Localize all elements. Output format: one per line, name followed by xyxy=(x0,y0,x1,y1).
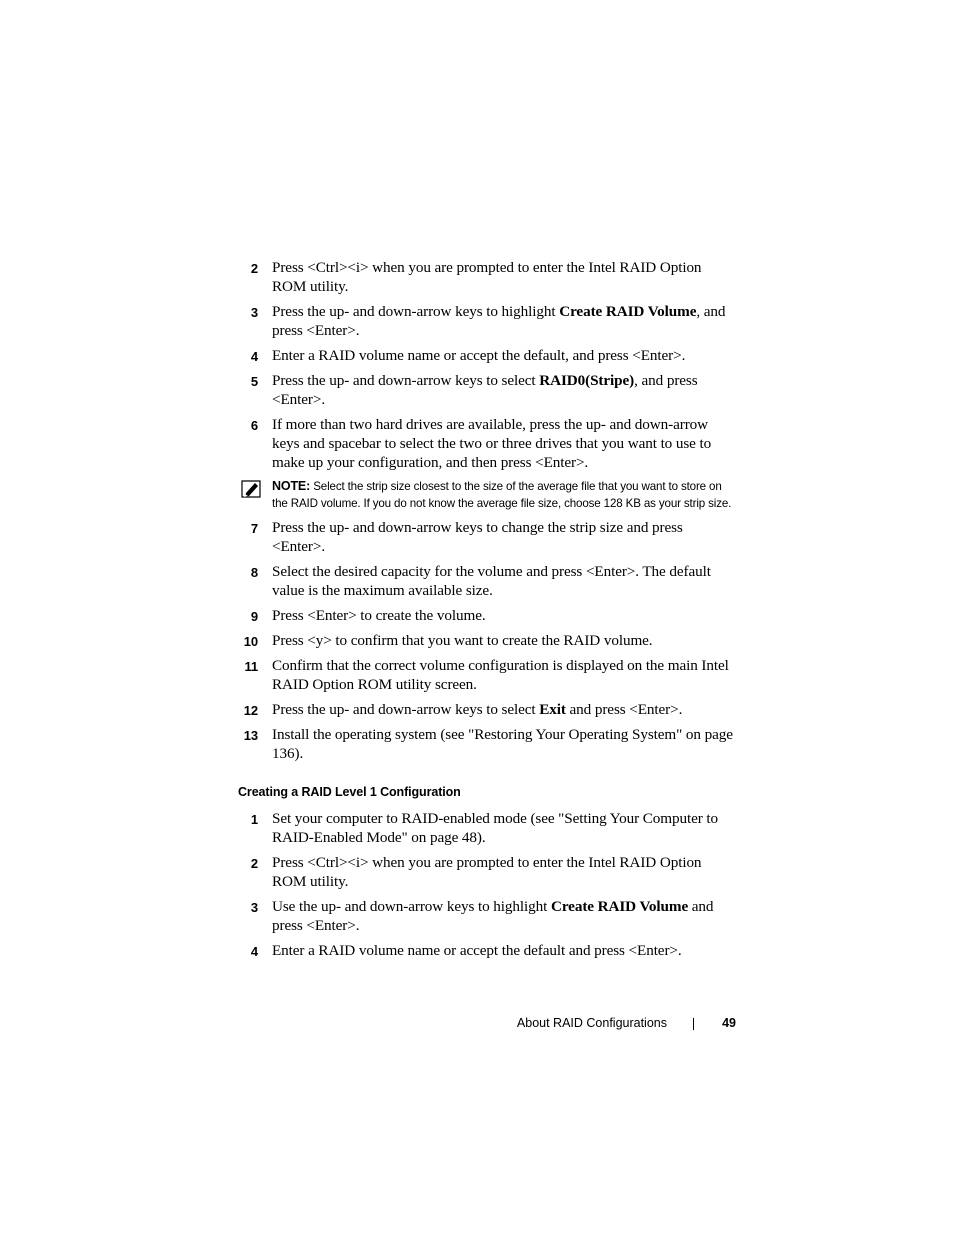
step-number: 2 xyxy=(250,856,258,871)
step-text-run: , and press <Enter>. xyxy=(272,372,698,408)
step-text-run: Enter a RAID volume name or accept the default, and press <Enter>. xyxy=(272,347,686,364)
step-text-run: If more than two hard drives are available, press the up- and down-arrow keys and spacebar to select the two or three drives that you want to use to make up your configuration, and then press <Enter>. xyxy=(272,416,712,471)
step-item xyxy=(238,606,738,625)
note-label: NOTE: xyxy=(272,479,311,493)
step-text xyxy=(272,657,729,693)
step-text xyxy=(272,519,683,555)
note-block xyxy=(238,478,738,512)
step-item xyxy=(238,853,738,891)
step-text-bold: Exit xyxy=(539,701,566,718)
pencil-note-icon xyxy=(241,480,261,498)
step-text xyxy=(272,563,711,599)
note-text: Select the strip size closest to the size of the average file that you want to store on the RAID volume. If you do not know the average file size, choose 128 KB as your strip size. xyxy=(272,480,732,510)
step-item xyxy=(238,415,738,472)
step-text-run: Set your computer to RAID-enabled mode (see "Setting Your Computer to RAID-Enabled Mode" on page 48). xyxy=(272,810,718,846)
step-text xyxy=(272,810,718,846)
step-item xyxy=(238,302,738,340)
step-text xyxy=(272,701,682,718)
step-number: 12 xyxy=(243,703,258,718)
step-number: 11 xyxy=(244,659,258,674)
step-item xyxy=(238,346,738,365)
step-text-run: Press <Ctrl><i> when you are prompted to enter the Intel RAID Option ROM utility. xyxy=(272,854,702,890)
step-text xyxy=(272,607,486,624)
step-text-bold: Create RAID Volume xyxy=(559,303,697,320)
step-text-run: Press <Ctrl><i> when you are prompted to enter the Intel RAID Option ROM utility. xyxy=(272,259,702,295)
step-number: 1 xyxy=(250,812,258,827)
footer-section-title: About RAID Configurations xyxy=(516,1016,667,1030)
step-text-run: Press <y> to confirm that you want to create the RAID volume. xyxy=(272,632,653,649)
step-text-run: Confirm that the correct volume configuration is displayed on the main Intel RAID Option ROM utility screen. xyxy=(272,657,729,693)
page-footer xyxy=(500,1014,736,1034)
step-number: 3 xyxy=(250,305,258,320)
step-text xyxy=(272,942,682,959)
step-text-run: , and press <Enter>. xyxy=(272,303,726,339)
step-text xyxy=(272,259,701,295)
step-text-run: Enter a RAID volume name or accept the default and press <Enter>. xyxy=(272,942,682,959)
step-text-bold: Create RAID Volume xyxy=(550,898,689,915)
step-item xyxy=(238,371,738,409)
page-content xyxy=(238,258,738,966)
step-number: 2 xyxy=(250,261,258,276)
step-item xyxy=(238,562,738,600)
step-text-run: Press the up- and down-arrow keys to change the strip size and press <Enter>. xyxy=(272,519,683,555)
step-number: 3 xyxy=(250,900,258,915)
step-text-run: Press <Enter> to create the volume. xyxy=(272,607,486,624)
step-number: 4 xyxy=(250,349,258,364)
step-text-run: and press <Enter>. xyxy=(565,701,683,718)
step-number: 13 xyxy=(243,728,258,743)
step-number: 7 xyxy=(250,521,258,536)
step-list-raid0-continued xyxy=(238,518,738,763)
step-text-run: Press the up- and down-arrow keys to highlight xyxy=(272,303,560,320)
step-number: 8 xyxy=(250,565,258,580)
step-item xyxy=(238,700,738,719)
step-text xyxy=(272,416,711,471)
step-text xyxy=(272,726,733,762)
step-item xyxy=(238,656,738,694)
step-text-run: and press <Enter>. xyxy=(272,898,714,934)
step-text xyxy=(272,372,698,408)
step-number: 4 xyxy=(250,944,258,959)
step-text-run: Install the operating system (see "Restoring Your Operating System" on page 136). xyxy=(272,726,733,762)
step-text xyxy=(272,303,725,339)
step-number: 5 xyxy=(250,374,258,389)
step-text-run: Press the up- and down-arrow keys to select xyxy=(272,372,540,389)
page-number: 49 xyxy=(722,1016,736,1030)
step-item xyxy=(238,258,738,296)
step-text xyxy=(272,898,713,934)
step-item xyxy=(238,809,738,847)
step-text xyxy=(272,347,685,364)
step-text-run: Press the up- and down-arrow keys to select xyxy=(272,701,540,718)
step-number: 10 xyxy=(243,634,258,649)
step-item xyxy=(238,631,738,650)
step-item xyxy=(238,725,738,763)
step-number: 9 xyxy=(250,609,258,624)
step-text-bold: RAID0(Stripe) xyxy=(539,372,635,389)
step-text xyxy=(272,632,653,649)
step-number: 6 xyxy=(250,418,258,433)
step-item xyxy=(238,897,738,935)
step-list-raid0 xyxy=(238,258,738,472)
step-list-raid1 xyxy=(238,809,738,960)
step-text-run: Select the desired capacity for the volume and press <Enter>. The default value is the maximum available size. xyxy=(272,563,711,599)
step-item xyxy=(238,518,738,556)
step-item xyxy=(238,941,738,960)
step-text-run: Use the up- and down-arrow keys to highlight xyxy=(272,898,551,915)
step-text xyxy=(272,854,701,890)
section-heading: Creating a RAID Level 1 Configuration xyxy=(238,785,461,799)
footer-divider xyxy=(693,1018,694,1030)
